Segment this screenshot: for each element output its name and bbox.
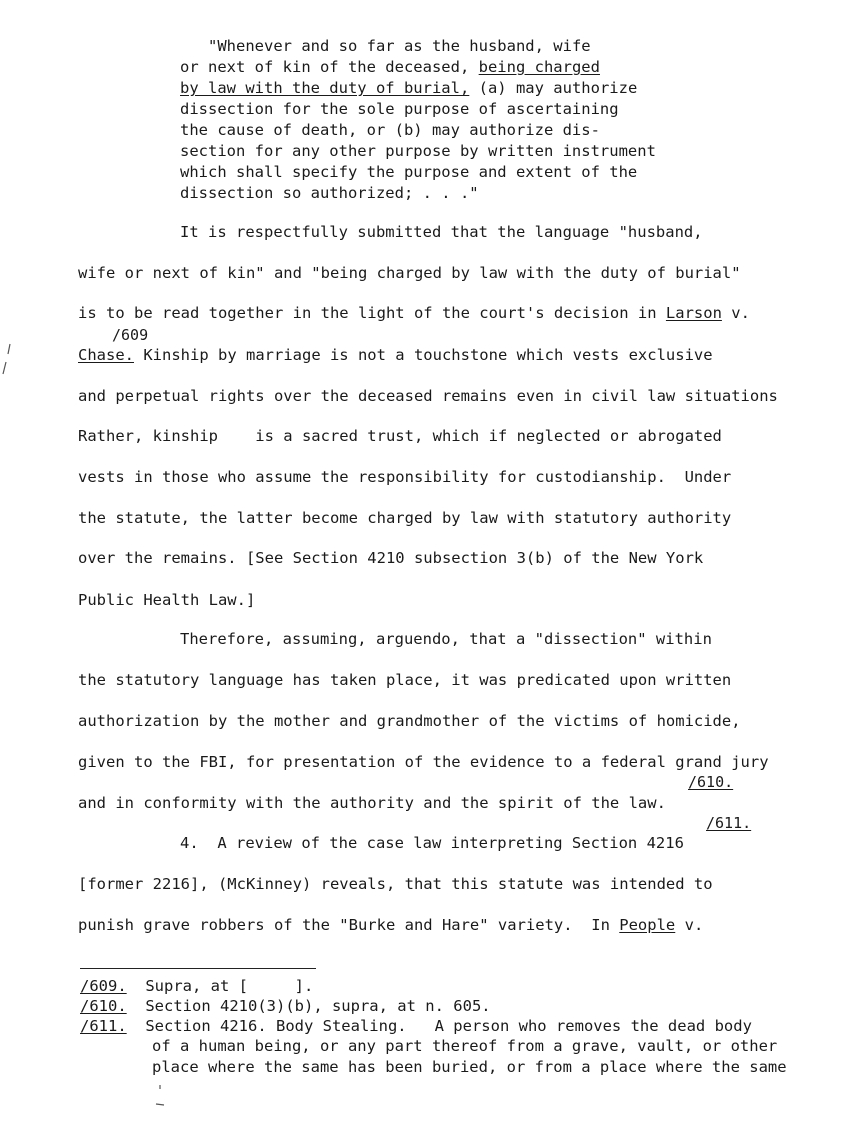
body-line: [former 2216], (McKinney) reveals, that this statute was intended to [78, 875, 713, 893]
underlined-phrase: being charged [478, 58, 600, 76]
body-line: wife or next of kin" and "being charged by law with the duty of burial" [78, 264, 741, 282]
body-line: Chase. Kinship by marriage is not a touchstone which vests exclusive [78, 346, 713, 364]
body-line: Therefore, assuming, arguendo, that a "dissection" within [180, 630, 712, 648]
footnote-continuation: of a human being, or any part thereof from a grave, vault, or other [152, 1037, 778, 1055]
footnote: /610. Section 4210(3)(b), supra, at n. 605. [80, 997, 491, 1015]
body-line: the statute, the latter become charged by law with statutory authority [78, 509, 732, 527]
body-line: It is respectfully submitted that the language "husband, [180, 223, 703, 241]
body-line: Rather, kinship is a sacred trust, which if neglected or abrogated [78, 427, 722, 445]
footnote-number: /610. [80, 997, 127, 1015]
case-name: Chase. [78, 346, 134, 364]
body-line: and in conformity with the authority and the spirit of the law. [78, 794, 666, 812]
footnote-continuation: place where the same has been buried, or from a place where the same [152, 1058, 787, 1076]
case-name: People [619, 916, 676, 934]
footnote-reference: /610. [688, 773, 734, 791]
body-line: vests in those who assume the responsibility for custodianship. Under [78, 468, 732, 486]
body-line: the statutory language has taken place, it was predicated upon written [78, 671, 732, 689]
body-line: authorization by the mother and grandmother of the victims of homicide, [78, 712, 741, 730]
case-name: Larson [665, 304, 722, 322]
body-line: punish grave robbers of the "Burke and Hare" variety. In People v. [78, 916, 704, 934]
quote-line: dissection for the sole purpose of ascertaining [180, 100, 619, 118]
footnote-reference: /611. [706, 814, 752, 832]
body-line: over the remains. [See Section 4210 subsection 3(b) of the New York [78, 549, 704, 567]
quote-line: dissection so authorized; . . ." [180, 184, 479, 202]
footnote-reference: /609 [112, 326, 149, 344]
footnote-number: /609. [80, 977, 127, 995]
footnote-number: /611. [80, 1017, 127, 1035]
body-line: 4. A review of the case law interpreting Section 4216 [180, 834, 684, 852]
quote-line: which shall specify the purpose and extent of the [180, 163, 638, 181]
footnote: /609. Supra, at [ ]. [80, 977, 314, 995]
body-line: given to the FBI, for presentation of the evidence to a federal grand jury [78, 753, 769, 771]
quote-line: section for any other purpose by written instrument [180, 142, 656, 160]
quote-line: "Whenever and so far as the husband, wife [208, 37, 591, 55]
scan-mark [150, 1082, 170, 1112]
footnote-separator [80, 968, 316, 969]
body-line: is to be read together in the light of the court's decision in Larson v. [78, 304, 750, 322]
body-line: and perpetual rights over the deceased remains even in civil law situations [78, 387, 778, 405]
body-line: Public Health Law.] [78, 591, 256, 609]
underlined-phrase: by law with the duty of burial, [180, 79, 470, 97]
quote-line: by law with the duty of burial, (a) may authorize [180, 79, 638, 97]
scan-mark [0, 340, 14, 380]
footnote: /611. Section 4216. Body Stealing. A person who removes the dead body [80, 1017, 752, 1035]
quote-line: or next of kin of the deceased, being charged [180, 58, 600, 76]
quote-line: the cause of death, or (b) may authorize dis- [180, 121, 600, 139]
